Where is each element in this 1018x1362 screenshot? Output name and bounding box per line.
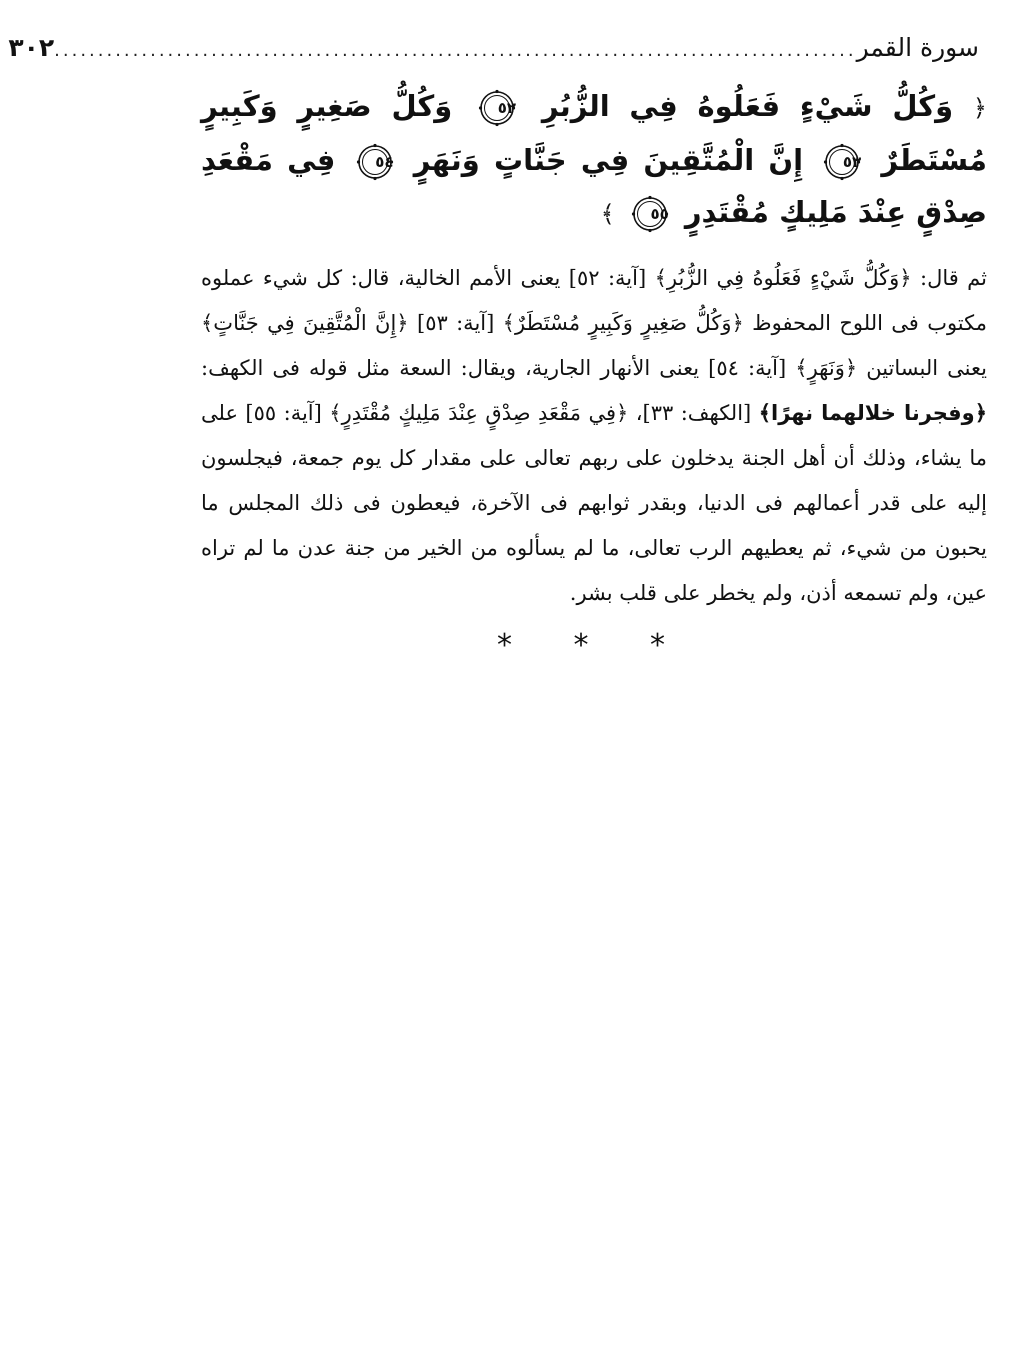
page-number: ٣٠٢: [8, 33, 55, 62]
commentary-paragraph: [201, 256, 987, 616]
quote-verse-54b: ﴿وَنَهَرٍ﴾: [795, 356, 858, 380]
ayah-number-52: ٥٢: [497, 99, 517, 117]
verse-open-bracket: ﴿: [972, 94, 987, 122]
commentary-segment-5: [آية: ٥٤] يعنى الأنهار الجارية، ويقال: السعة مثل قوله فى الكهف:: [201, 356, 796, 380]
ayah-number-55: ٥٥: [650, 205, 669, 223]
verse-52-text: وَكُلُّ شَيْءٍ فَعَلُوهُ فِي الزُّبُرِ: [541, 89, 954, 123]
section-separator: * * *: [496, 628, 692, 663]
commentary-segment-1: ثم قال:: [911, 266, 987, 290]
quran-verses: [201, 80, 987, 240]
ayah-marker-52: [478, 89, 516, 127]
quote-verse-55: ﴿فِي مَقْعَدِ صِدْقٍ عِنْدَ مَلِيكٍ مُقْتَدِرٍ﴾: [329, 401, 629, 425]
page: [8, 22, 988, 663]
verse-close-bracket: ﴾: [600, 200, 615, 228]
verse-55-text: فِي مَقْعَدِ صِدْقٍ عِنْدَ مَلِيكٍ مُقْتَدِرٍ: [201, 143, 987, 229]
verse-53-text: وَكُلُّ صَغِيرٍ وَكَبِيرٍ مُسْتَطَرٌ: [201, 89, 987, 177]
ayah-number-54: ٥٤: [375, 153, 394, 171]
page-header: [8, 22, 987, 74]
ayah-number-53: ٥٣: [842, 153, 862, 171]
tafsir-commentary: [201, 256, 987, 616]
quote-kahf-33: ﴿وفجرنا خلالهما نهرًا﴾: [758, 401, 988, 425]
verse-54-text: إِنَّ الْمُتَّقِينَ فِي جَنَّاتٍ وَنَهَرٍ: [413, 143, 804, 177]
commentary-segment-3: [آية: ٥٣]: [408, 311, 503, 335]
header-dot-leader: ............................................................................................: [54, 40, 857, 61]
commentary-segment-2: [آية: ٥٢] يعنى الأمم الخالية، قال: كل شيء عملوه مكتوب فى اللوح المحفوظ: [201, 266, 987, 335]
quote-verse-54a: ﴿إِنَّ الْمُتَّقِينَ فِي جَنَّاتٍ﴾: [201, 311, 409, 335]
ayah-marker-53: [823, 143, 861, 181]
ayah-marker-54: [356, 143, 394, 181]
quote-verse-52: ﴿وَكُلُّ شَيْءٍ فَعَلُوهُ فِي الزُّبُرِ﴾: [654, 266, 912, 290]
commentary-segment-7: [آية: ٥٥] على ما يشاء، وذلك أن أهل الجنة يدخلون على ربهم تعالى على مقدار كل يوم جمعة، فيجلسون إليه على قدر أعمالهم فى الدنيا، وبقدر ثوابهم فى الآخرة، فيعطون فى ذلك المجلس ما يحبون من شيء، ثم يعطيهم الرب تعالى، ما لم يسألوه من الخير من جنة عدن ما لم تراه عين، ولم تسمعه أذن، ولم يخطر على قلب بشر.: [201, 401, 987, 605]
commentary-segment-6: [الكهف: ٣٣]،: [628, 401, 759, 425]
quote-verse-53: ﴿وَكُلُّ صَغِيرٍ وَكَبِيرٍ مُسْتَطَرٌ﴾: [502, 311, 744, 335]
surah-title: سورة القمر: [856, 33, 979, 62]
ayah-marker-55: [631, 195, 669, 233]
commentary-segment-4: يعنى البساتين: [857, 356, 987, 380]
